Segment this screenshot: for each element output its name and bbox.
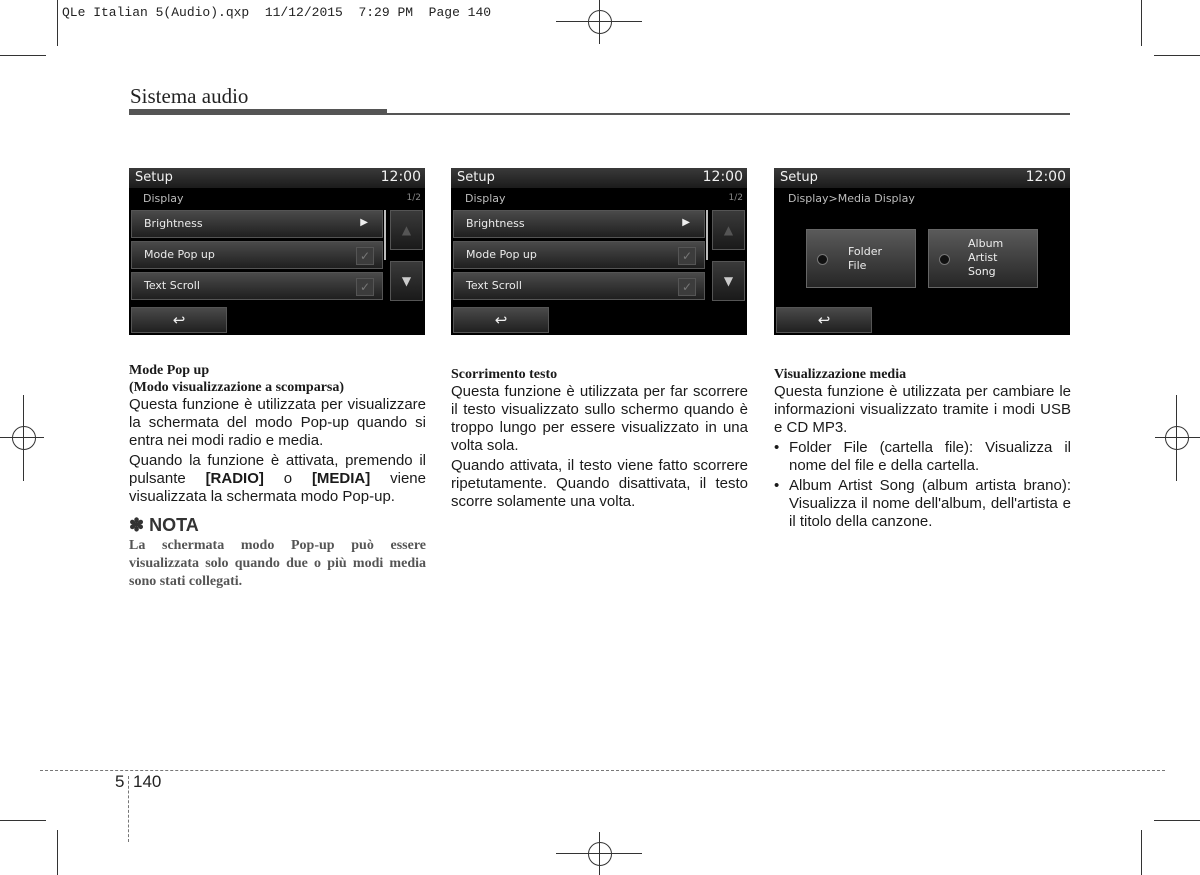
scroll-up-button[interactable]: ▲ [712, 210, 745, 250]
page-number: 140 [133, 772, 162, 791]
paragraph: Questa funzione è utilizzata per visualizzare la schermata del modo Pop-up quando si entra nei modi radio e media. [129, 396, 426, 449]
note-title: ✽ NOTA [129, 515, 199, 535]
screen-display-setup-1 [129, 168, 425, 335]
paragraph: Questa funzione è utilizzata per far scorrere il testo visualizzato sullo schermo quando è troppo lungo per essere visualizzato in una volta sola. [451, 383, 748, 454]
screen-media-display [774, 168, 1070, 335]
footer-rule [40, 770, 1165, 771]
column-media-display [774, 366, 1071, 533]
checkbox-icon[interactable]: ✓ [678, 247, 696, 265]
radio-key: [RADIO] [205, 470, 264, 487]
radio-icon [939, 254, 950, 265]
radio-icon [817, 254, 828, 265]
menu-item-label: Brightness [144, 217, 203, 230]
back-button[interactable]: ↩ [131, 307, 227, 333]
option-line: File [848, 259, 867, 272]
screen-clock: 12:00 [380, 169, 421, 185]
scroll-indicator [706, 210, 708, 260]
checkbox-icon[interactable]: ✓ [678, 278, 696, 296]
menu-item-label: Text Scroll [144, 279, 200, 292]
screen-breadcrumb: Display>Media Display [788, 192, 915, 205]
menu-item-mode-pop-up[interactable] [453, 241, 705, 269]
option-line: Album [968, 237, 1004, 250]
back-button[interactable]: ↩ [453, 307, 549, 333]
menu-item-brightness[interactable] [131, 210, 383, 238]
heading-text-scroll: Scorrimento testo [451, 367, 558, 382]
title-underline [129, 109, 387, 115]
menu-item-label: Mode Pop up [466, 248, 537, 261]
chapter-number: 5 [115, 772, 125, 791]
page-indicator: 1/2 [406, 193, 421, 203]
scroll-up-button[interactable]: ▲ [390, 210, 423, 250]
note-text: La schermata modo Pop-up può essere visualizzata solo quando due o più modi media sono stati collegati. [129, 538, 426, 589]
print-header: QLe Italian 5(Audio).qxp 11/12/2015 7:29 PM Page 140 [62, 5, 492, 20]
menu-item-brightness[interactable] [453, 210, 705, 238]
column-text-scroll [451, 366, 748, 511]
scroll-down-button[interactable]: ▼ [390, 261, 423, 301]
media-key: [MEDIA] [311, 470, 371, 487]
scroll-indicator [384, 210, 386, 260]
option-line: Artist [968, 251, 998, 264]
heading-media-display: Visualizzazione media [774, 367, 907, 382]
screen-subtitle: Display [143, 192, 184, 205]
paragraph: Quando la funzione è attivata, premendo il pulsante [RADIO] o [MEDIA] viene visualizzata la schermata modo Pop-up. [129, 452, 426, 505]
heading-mode-pop-up: Mode Pop up [129, 363, 210, 378]
menu-item-label: Brightness [466, 217, 525, 230]
screen-title: Setup [780, 170, 818, 185]
screen-display-setup-2 [451, 168, 747, 335]
screen-header [129, 168, 425, 188]
bullet-list [774, 439, 1071, 531]
screen-clock: 12:00 [1025, 169, 1066, 185]
menu-item-label: Text Scroll [466, 279, 522, 292]
option-line: Folder [848, 245, 882, 258]
section-title: Sistema audio [130, 84, 249, 108]
screen-title: Setup [135, 170, 173, 185]
screen-header [774, 168, 1070, 188]
checkbox-icon[interactable]: ✓ [356, 247, 374, 265]
list-item: • Album Artist Song (album artista brano): Visualizza il nome dell'album, dell'artista e il titolo della canzone. [774, 477, 1071, 531]
play-arrow-icon: ▶ [360, 217, 368, 228]
back-button[interactable]: ↩ [776, 307, 872, 333]
list-item: • Folder File (cartella file): Visualizza il nome del file e della cartella. [774, 439, 1071, 475]
scroll-down-button[interactable]: ▼ [712, 261, 745, 301]
paragraph: Questa funzione è utilizzata per cambiare le informazioni visualizzato tramite i modi USB e CD MP3. [774, 383, 1071, 436]
page-indicator: 1/2 [728, 193, 743, 203]
menu-item-text-scroll[interactable] [453, 272, 705, 300]
album-artist-song-option[interactable] [928, 229, 1038, 288]
menu-item-text-scroll[interactable] [131, 272, 383, 300]
screen-subtitle: Display [465, 192, 506, 205]
screen-clock: 12:00 [702, 169, 743, 185]
column-mode-pop-up [129, 362, 426, 591]
screen-title: Setup [457, 170, 495, 185]
folder-file-option[interactable] [806, 229, 916, 288]
checkbox-icon[interactable]: ✓ [356, 278, 374, 296]
footer-divider [128, 776, 129, 842]
screen-header [451, 168, 747, 188]
play-arrow-icon: ▶ [682, 217, 690, 228]
title-rule [387, 113, 1070, 115]
menu-item-mode-pop-up[interactable] [131, 241, 383, 269]
menu-item-label: Mode Pop up [144, 248, 215, 261]
paragraph: Quando attivata, il testo viene fatto scorrere ripetutamente. Quando disattivata, il testo scorre solamente una volta. [451, 457, 748, 510]
heading-subtitle: (Modo visualizzazione a scomparsa) [129, 380, 345, 395]
option-line: Song [968, 265, 996, 278]
